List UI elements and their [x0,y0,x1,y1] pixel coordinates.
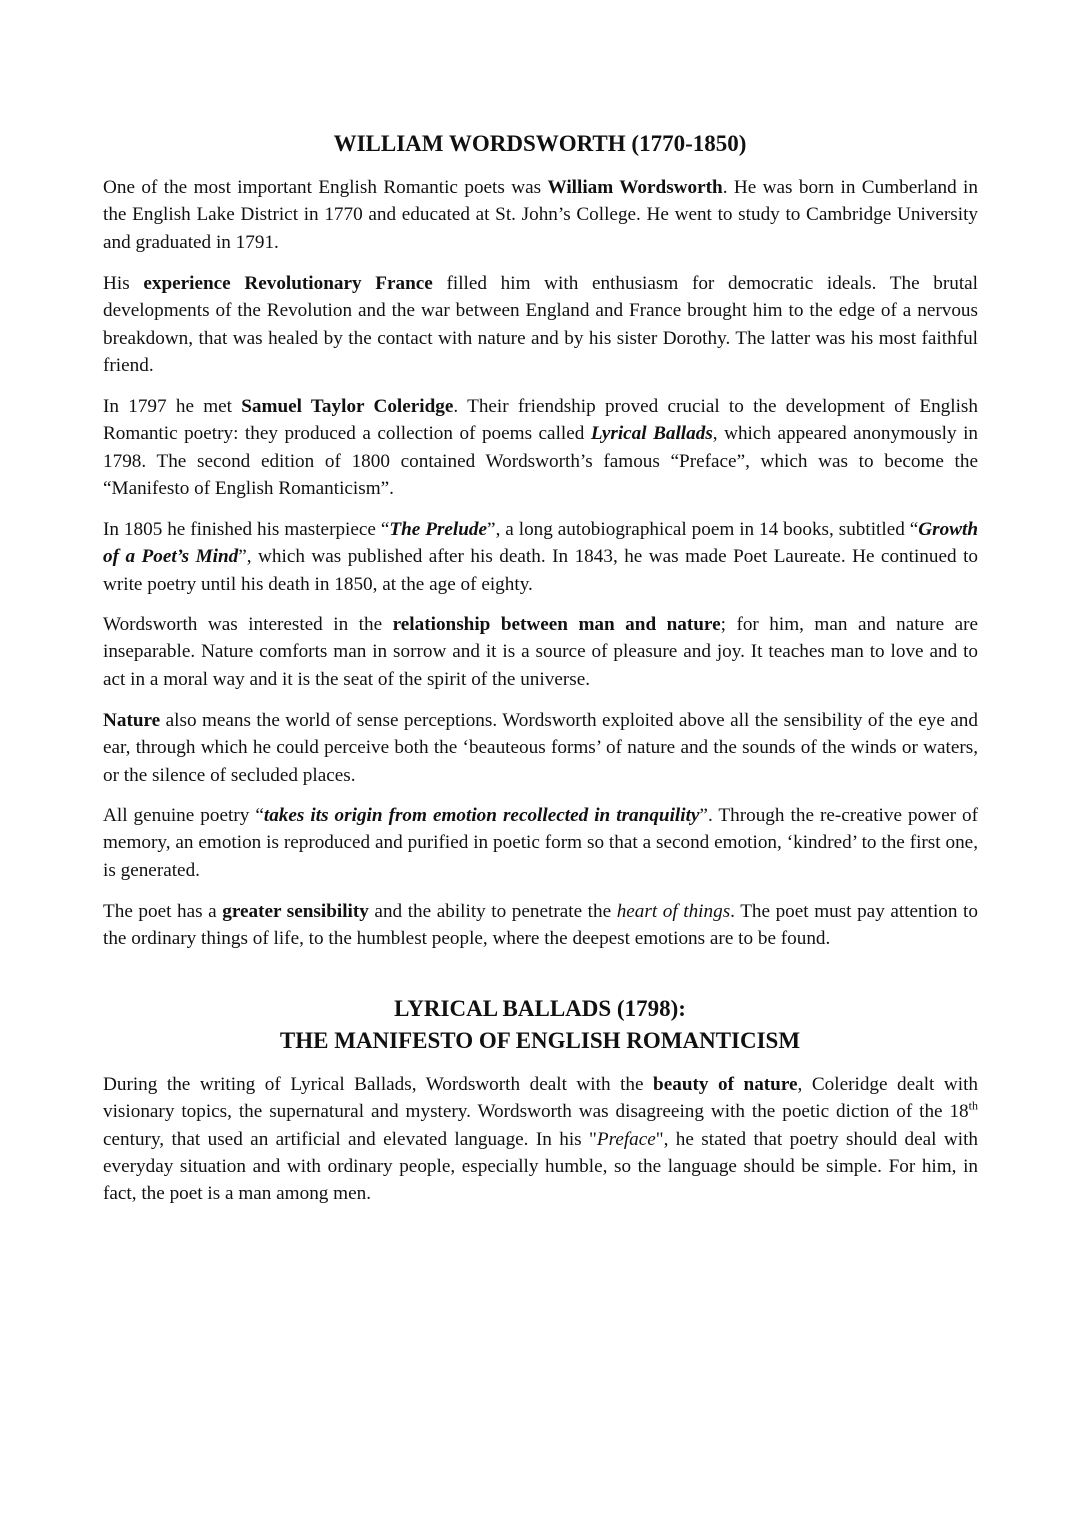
paragraph-sense-perceptions: Nature also means the world of sense perceptions. Wordsworth exploited above all the sensibility of the eye and ear, through which he could perceive both the ‘beauteous forms’ of nature and the sounds of the winds or waters, or the silence of secluded places. [103,710,978,786]
paragraph-sensibility: The poet has a greater sensibility and the ability to penetrate the heart of things. The poet must pay attention to the ordinary things of life, to the humblest people, where the deepest emotions are to be found. [103,901,978,950]
paragraph-prelude: In 1805 he finished his masterpiece “The Prelude”, a long autobiographical poem in 14 books, subtitled “Growth of a Poet’s Mind”, which was published after his death. In 1843, he was made Poet Laureate. He continued to write poetry until his death in 1850, at the age of eighty. [103,519,978,595]
paragraph-lyrical-ballads: During the writing of Lyrical Ballads, Wordsworth dealt with the beauty of nature, Coleridge dealt with visionary topics, the supernatural and mystery. Wordsworth was disagreeing with the poetic diction of the 18th century, that used an artificial and elevated language. In his "Preface", he stated that poetry should deal with everyday situation and with ordinary people, especially humble, so the language should be simple. For him, in fact, the poet is a man among men. [103,1074,979,1205]
paragraph-revolution: His experience Revolutionary France filled him with enthusiasm for democratic ideals. The brutal developments of the Revolution and the war between England and France brought him to the edge of a nervous breakdown, that was healed by the contact with nature and by his sister Dorothy. The latter was his most faithful friend. [103,273,979,376]
paragraph-tranquility: All genuine poetry “takes its origin from emotion recollected in tranquility”. Through the re-creative power of memory, an emotion is reproduced and purified in poetic form so that a second emotion, ‘kindred’ to the first one, is generated. [103,805,978,881]
section-title-line-2: THE MANIFESTO OF ENGLISH ROMANTICISM [279,1028,801,1053]
section-title-line-1: LYRICAL BALLADS (1798): [394,996,686,1021]
paragraph-man-and-nature: Wordsworth was interested in the relationship between man and nature; for him, man and nature are inseparable. Nature comforts man in sorrow and it is a source of pleasure and joy. It teaches man to love and to act in a moral way and it is the seat of the spirit of the universe. [103,614,978,690]
paragraph-coleridge: In 1797 he met Samuel Taylor Coleridge. Their friendship proved crucial to the development of English Romantic poetry: they produced a collection of poems called Lyrical Ballads, which appeared anonymously in 1798. The second edition of 1800 contained Wordsworth’s famous “Preface”, which was to become the “Manifesto of English Romanticism”. [103,396,978,499]
page-title: WILLIAM WORDSWORTH (1770-1850) [333,131,747,156]
paragraph-birth: One of the most important English Romantic poets was William Wordsworth. He was born in Cumberland in the English Lake District in 1770 and educated at St. John’s College. He went to study to Cambridge University and graduated in 1791. [103,177,978,253]
